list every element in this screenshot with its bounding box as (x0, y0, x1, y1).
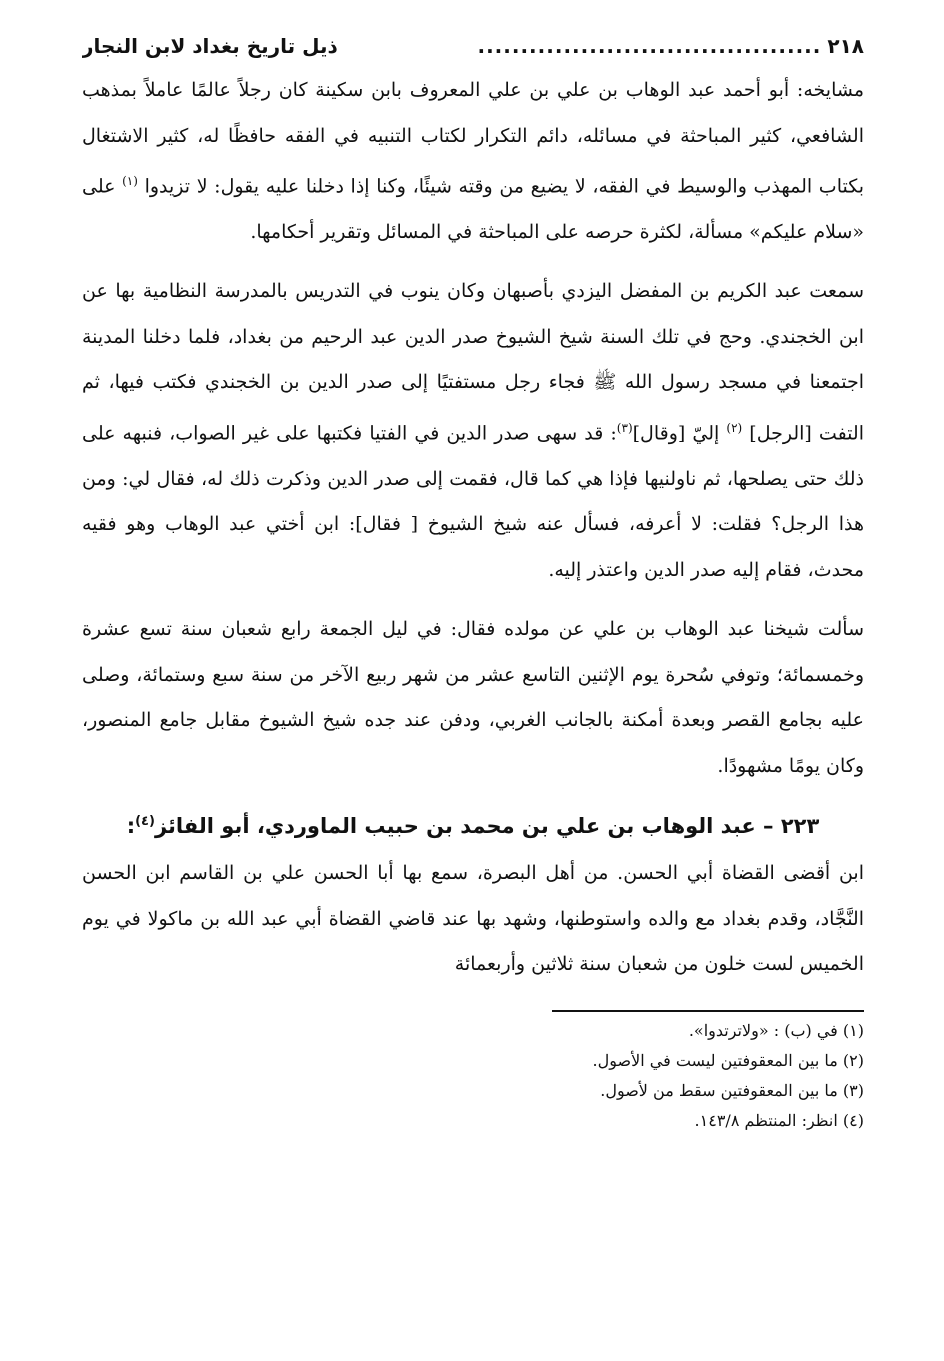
paragraph-text: إليّ [وقال] (632, 422, 727, 445)
entry-title: ٢٢٣ – عبد الوهاب بن علي بن محمد بن حبيب الماوردي، أبو الفائز (154, 814, 820, 839)
paragraph-entry-body (82, 851, 864, 988)
footnote-2: (٢) ما بين المعقوفتين ليست في الأصول. (592, 1050, 864, 1070)
footnotes (82, 1016, 864, 1136)
paragraph-text: ابن أقضى القضاة أبي الحسن. من أهل البصرة، سمع بها أبا الحسن علي بن القاسم ابن الحسن النَّجَّاد، وقدم بغداد مع والده واستوطنها، وشهد بها عند قاضي القضاة أبي عبد الله بن ماكولا في يوم الخميس لست خلون من شعبان سنة ثلاثين وأربعمائة (82, 862, 864, 976)
paragraph-teachers (82, 68, 864, 255)
paragraph-text: سمعت عبد الكريم بن المفضل اليزدي بأصبهان وكان ينوب في التدريس بالمدرسة النظامية بها عن ابن الخجندي. وحج في تلك السنة شيخ الشيوخ صدر الدين عبد الرحيم من بغداد، فلما دخلنا المدينة اجتمعنا في مسجد رسول الله ﷺ فجاء رجل مستفتيًا إلى صدر الدين بن الخجندي فكتب فيها، ثم التفت [الرجل] (82, 280, 864, 445)
running-title: ذيل تاريخ بغداد لابن النجار (82, 34, 338, 58)
header-leader-dots: ........................................ (477, 34, 822, 58)
paragraph-anecdote (82, 269, 864, 593)
footnote-ref-2: (٢) (726, 420, 743, 435)
entry-heading (82, 797, 864, 851)
footnote-3: (٣) ما بين المعقوفتين سقط من لأصول. (600, 1080, 864, 1100)
entry-colon: : (126, 814, 136, 839)
footnote-ref-4: (٤) (135, 814, 155, 830)
paragraph-text: مشايخه: أبو أحمد عبد الوهاب بن علي بن علي المعروف بابن سكينة كان رجلاً عالمًا عاملاً بمذهب الشافعي، كثير المباحثة في مسائله، دائم التكرار لكتاب التنبيه في الفقه حافظًا له، كثير الاشتغال بكتاب المهذب والوسيط في الفقه، لا يضيع من وقته شيئًا، وكنا إذا دخلنا عليه يقول: لا تزيدوا (82, 79, 864, 198)
footnote-1: (١) في (ب) : «ولاترتدوا». (688, 1020, 864, 1040)
paragraph-text: سألت شيخنا عبد الوهاب بن علي عن مولده فقال: في ليل الجمعة رابع شعبان سنة تسع عشرة وخمسمائة؛ وتوفي سُحرة يوم الإثنين التاسع عشر من شهر ربيع الآخر من سنة سبع وستمائة، وصلى عليه بجامع القصر وبعدة أمكنة بالجانب الغربي، ودفن عند جده شيخ الشيوخ مقابل جامع المنصور، وكان يومًا مشهودًا. (82, 618, 864, 777)
footnote-4: (٤) انظر: المنتظم ١٤٣/٨. (694, 1110, 864, 1130)
paragraph-text: : قد سهى صدر الدين في الفتيا فكتبها على غير الصواب، فنبهه على ذلك حتى يصلحها، ثم ناولنيها فإذا هي كما قال، فقمت إلى صدر الدين وذكرت ذلك له، فقال لي: ومن هذا الرجل؟ فقلت: لا أعرفه، فسأل عنه شيخ الشيوخ [ فقال]: ابن أختي عبد الوهاب وهو فقيه محدث، فقام إليه صدر الدين واعتذر إليه. (82, 422, 864, 581)
book-page (82, 24, 864, 1136)
page-number: ٢١٨ (827, 34, 864, 58)
paragraph-text: على «سلام عليكم» مسألة، لكثرة حرصه على المباحثة في المسائل وتقرير أحكامها. (82, 175, 864, 243)
footnote-divider (552, 1010, 864, 1012)
running-header (82, 24, 864, 68)
footnote-ref-1: (١) (122, 174, 138, 188)
footnote-ref-3: (٣) (616, 420, 633, 435)
paragraph-birth-death (82, 607, 864, 789)
